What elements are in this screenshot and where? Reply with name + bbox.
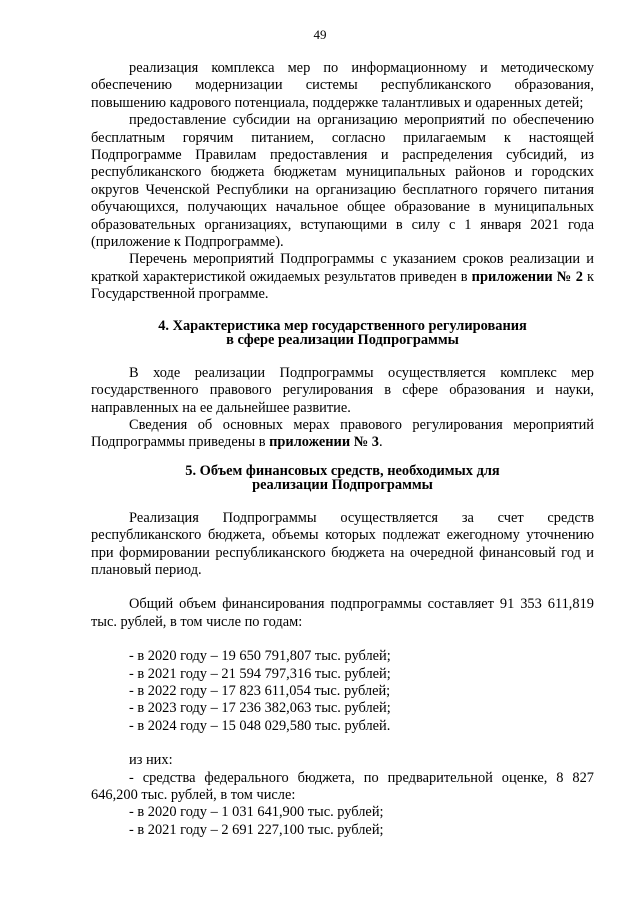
appendix-3-reference: приложении № 3 — [269, 434, 379, 451]
text-fragment: Перечень мероприятий Подпрограммы с указанием сроков реализации и краткой характеристикой ожидаемых результатов приведен в — [91, 251, 594, 285]
section-5-heading — [91, 464, 594, 493]
page-content — [91, 60, 594, 839]
funding-by-year-list — [91, 648, 594, 735]
list-item: - в 2021 году – 21 594 797,316 тыс. рублей; — [129, 665, 391, 682]
list-item: - в 2020 году – 19 650 791,807 тыс. рублей; — [129, 648, 391, 665]
list-item: - в 2022 году – 17 823 611,054 тыс. рублей; — [129, 682, 391, 699]
paragraph-regulation-complex: В ходе реализации Подпрограммы осуществляется комплекс мер государственного правового регулирования в сфере образования и науки, направленных на ее дальнейшее развитие. — [91, 364, 594, 416]
paragraph-activities-list — [91, 251, 594, 303]
section-5-heading-line-2: реализации Подпрограммы — [252, 477, 433, 494]
paragraph-subsidy: предоставление субсидии на организацию мероприятий по обеспечению бесплатным горячим питанием, согласно прилагаемым к настоящей Подпрограмме Правилам предоставления и распределения субсидий, из республиканского бюджета бюджетам муниципальных районов и городских округов Чеченской Республики на организацию бесплатного горячего питания обучающихся, получающих начальное общее образование в муниципальных образовательных организациях, вступающими в силу с 1 января 2021 года (приложение к Подпрограмме). — [91, 112, 594, 251]
section-4-heading-line-2: в сфере реализации Подпрограммы — [226, 332, 459, 349]
list-item: - в 2024 году – 15 048 029,580 тыс. рублей. — [129, 717, 391, 734]
federal-by-year-list — [91, 804, 594, 839]
paragraph-regulation-info — [91, 417, 594, 452]
paragraph-funding-source: Реализация Подпрограммы осуществляется за счет средств республиканского бюджета, объемы которых подлежат ежегодному уточнению при формировании республиканского бюджета на очередной финансовый год и плановый период. — [91, 509, 594, 578]
section-5-heading-line-1: 5. Объем финансовых средств, необходимых для — [185, 462, 500, 479]
section-4-heading — [91, 319, 594, 348]
appendix-2-reference: приложении № 2 — [471, 268, 583, 285]
list-item: - в 2023 году – 17 236 382,063 тыс. рублей; — [129, 700, 391, 717]
list-item: - в 2021 году – 2 691 227,100 тыс. рублей; — [129, 821, 384, 838]
text-fragment: . — [379, 434, 383, 451]
paragraph-federal-budget: - средства федерального бюджета, по предварительной оценке, 8 827 646,200 тыс. рублей, в том числе: — [91, 769, 594, 803]
paragraph-total-funding: Общий объем финансирования подпрограммы составляет 91 353 611,819 тыс. рублей, в том числе по годам: — [91, 596, 594, 630]
text-fragment: к Государственной программе. — [91, 268, 594, 303]
paragraph-measures-info: реализация комплекса мер по информационному и методическому обеспечению модернизации системы республиканского образования, повышению кадрового потенциала, поддержке талантливых и одаренных детей; — [91, 60, 594, 111]
page-number: 49 — [313, 27, 327, 42]
text-fragment: Сведения об основных мерах правового регулирования мероприятий Подпрограммы приведены в — [91, 416, 594, 451]
list-item: - в 2020 году – 1 031 641,900 тыс. рублей; — [129, 804, 384, 821]
of-them-label: из них: — [129, 752, 173, 769]
section-4-heading-line-1: 4. Характеристика мер государственного регулирования — [158, 317, 527, 334]
